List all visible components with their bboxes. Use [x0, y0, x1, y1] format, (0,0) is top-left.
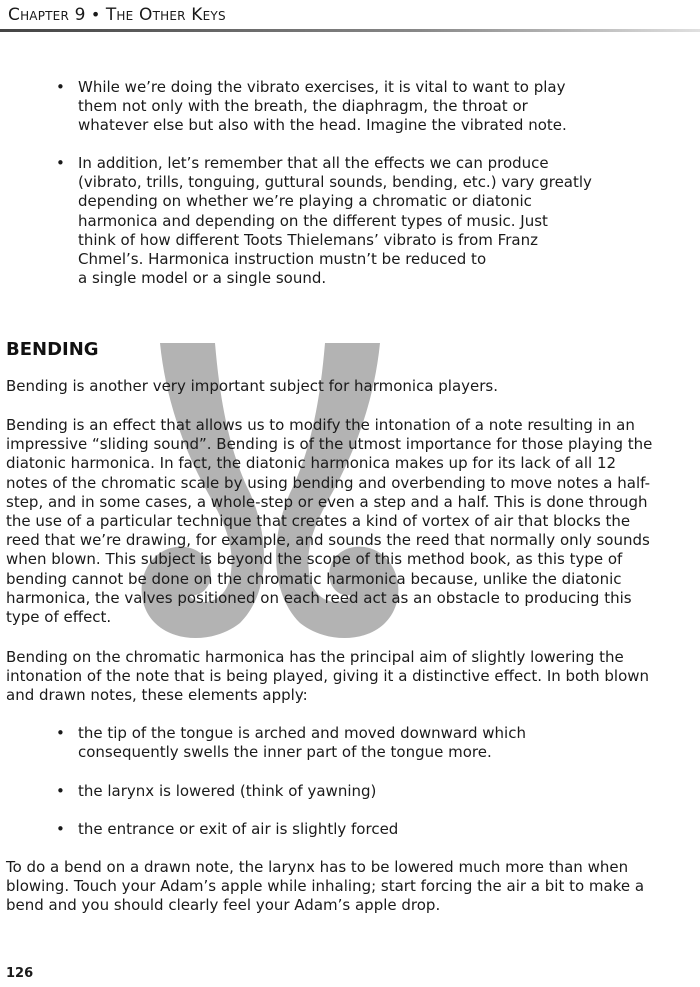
- text-line: Bending on the chromatic harmonica has the principal aim of slightly lowering the: [6, 648, 624, 666]
- chapter-title: The Other Keys: [105, 5, 226, 25]
- text-line: type of effect.: [6, 608, 112, 627]
- paragraph: [6, 377, 690, 396]
- bullet-item: [56, 782, 616, 801]
- text-line: Bending is another very important subject for harmonica players.: [6, 377, 499, 395]
- header-separator: •: [90, 5, 101, 24]
- header-rule: [0, 29, 700, 32]
- text-line: notes of the chromatic scale by using bending and overbending to move notes a half-: [6, 473, 650, 492]
- page-header: [0, 0, 700, 34]
- paragraph: [6, 648, 690, 706]
- text-line: step, and in some cases, a whole-step or even a step and a half. This is done through: [6, 492, 648, 511]
- text-line: consequently swells the inner part of the tongue more.: [78, 743, 492, 762]
- text-line: To do a bend on a drawn note, the larynx has to be lowered much more than when: [6, 858, 629, 876]
- text-line: think of how different Toots Thielemans’ vibrato is from Franz: [78, 230, 538, 249]
- text-line: harmonica and depending on the different types of music. Just: [78, 211, 548, 230]
- paragraph: [6, 416, 690, 627]
- text-line: the use of a particular technique that creates a kind of vortex of air that blocks the: [6, 512, 631, 531]
- text-line: and drawn notes, these elements apply:: [6, 686, 308, 705]
- page-number: 126: [6, 966, 34, 981]
- chapter-label: Chapter 9: [8, 5, 86, 25]
- text-line: whatever else but also with the head. Imagine the vibrated note.: [78, 116, 567, 135]
- bullet-dot: •: [56, 724, 65, 742]
- text-line: bend and you should clearly feel your Adam’s apple drop.: [6, 896, 441, 915]
- text-line: the tip of the tongue is arched and moved downward which: [78, 724, 526, 742]
- text-line: impressive “sliding sound”. Bending is of the utmost importance for those playing the: [6, 435, 653, 454]
- text-line: Bending is an effect that allows us to modify the intonation of a note resulting in an: [6, 416, 635, 434]
- text-line: intonation of the note that is being played, giving it a distinctive effect. In both blown: [6, 667, 650, 686]
- text-line: them not only with the breath, the diaphragm, the throat or: [78, 97, 528, 116]
- text-line: In addition, let’s remember that all the effects we can produce: [78, 154, 549, 172]
- running-head: [8, 5, 226, 25]
- text-line: diatonic harmonica. In fact, the diatonic harmonica makes up for its lack of all 12: [6, 454, 617, 473]
- bullet-dot: •: [56, 78, 65, 96]
- bullet-item: [56, 724, 616, 762]
- text-line: blowing. Touch your Adam’s apple while inhaling; start forcing the air a bit to make a: [6, 877, 645, 896]
- paragraph: [6, 858, 690, 916]
- bullet-dot: •: [56, 820, 65, 838]
- text-line: While we’re doing the vibrato exercises, it is vital to want to play: [78, 78, 566, 96]
- text-line: depending on whether we’re playing a chromatic or diatonic: [78, 192, 532, 211]
- bullet-item: [56, 820, 616, 839]
- bullet-item: [56, 154, 616, 288]
- bullet-dot: •: [56, 782, 65, 800]
- text-line: harmonica, the valves positioned on each reed act as an obstacle to producing this: [6, 588, 632, 607]
- bullet-item: [56, 78, 616, 136]
- text-line: when blown. This subject is beyond the scope of this method book, as this type of: [6, 550, 623, 569]
- text-line: (vibrato, trills, tonguing, guttural sounds, bending, etc.) vary greatly: [78, 173, 592, 192]
- text-line: a single model or a single sound.: [78, 269, 327, 288]
- bullet-dot: •: [56, 154, 65, 172]
- text-line: bending cannot be done on the chromatic harmonica because, unlike the diatonic: [6, 569, 622, 588]
- text-line: the larynx is lowered (think of yawning): [78, 782, 377, 800]
- text-line: Chmel’s. Harmonica instruction mustn’t be reduced to: [78, 250, 487, 269]
- text-line: reed that we’re drawing, for example, and sounds the reed that normally only sounds: [6, 531, 650, 550]
- text-line: the entrance or exit of air is slightly forced: [78, 820, 399, 838]
- section-heading: BENDING: [6, 339, 99, 360]
